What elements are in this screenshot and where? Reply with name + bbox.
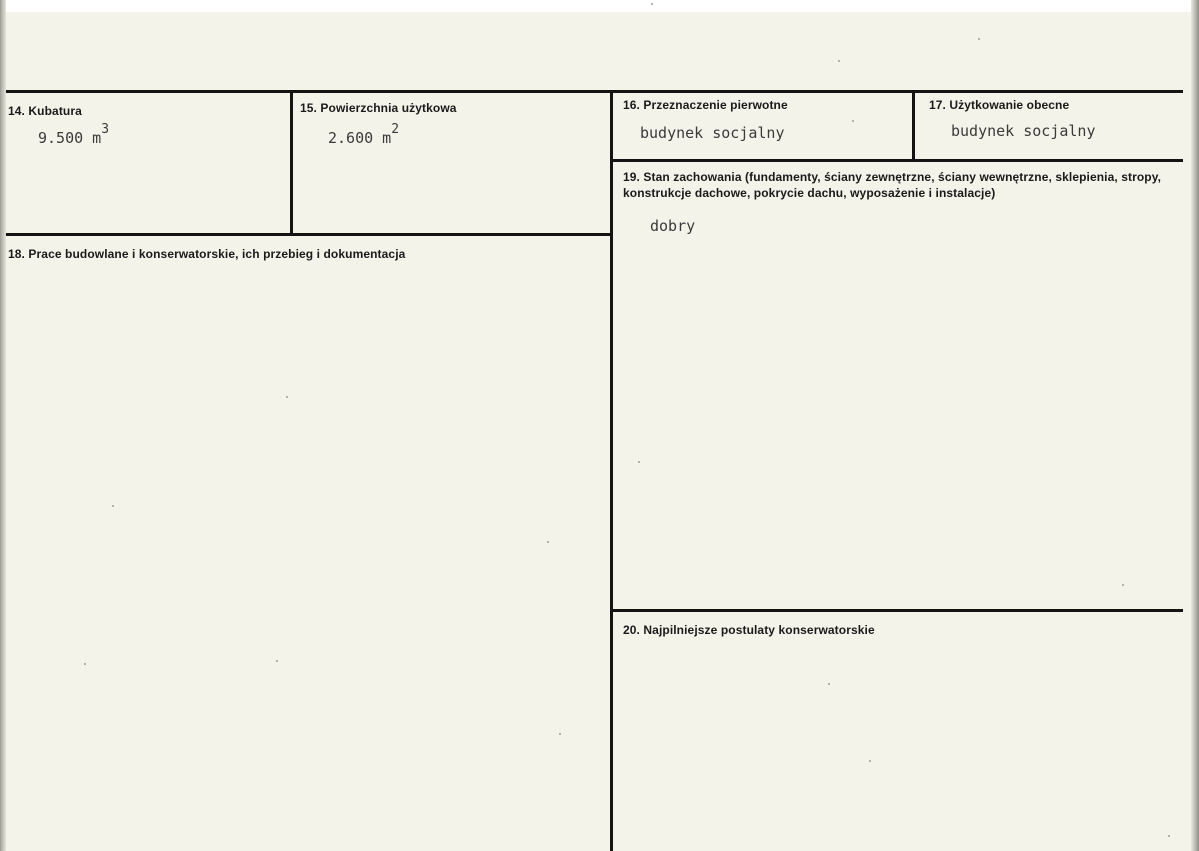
scan-speck	[651, 3, 653, 5]
scan-speck	[1122, 584, 1124, 586]
scan-speck	[838, 60, 840, 62]
rule-under-14-15	[6, 233, 612, 236]
scan-speck	[547, 541, 549, 543]
field-14-exponent: 3	[101, 122, 110, 137]
divider-16-17	[912, 91, 915, 161]
divider-14-15	[290, 91, 293, 236]
field-15-number: 2.600 m	[328, 129, 392, 147]
rule-under-16-17	[610, 159, 1183, 162]
field-16-label: 16. Przeznaczenie pierwotne	[623, 98, 788, 112]
field-14-label: 14. Kubatura	[8, 104, 82, 118]
scan-speck	[84, 663, 86, 665]
field-15-exponent: 2	[391, 122, 400, 137]
scan-speck	[112, 505, 114, 507]
scan-border-right	[1191, 0, 1199, 851]
field-14-value	[38, 122, 110, 147]
divider-left-right	[610, 91, 613, 851]
scan-speck	[978, 38, 980, 40]
scan-speck	[559, 733, 561, 735]
field-19-label: 19. Stan zachowania (fundamenty, ściany zewnętrzne, ściany wewnętrzne, sklepienia, stropy, konstrukcje dachowe, pokrycie dachu, wyposażenie i instalacje)	[623, 170, 1162, 200]
field-18-label: 18. Prace budowlane i konserwatorskie, ich przebieg i dokumentacja	[8, 247, 406, 261]
scan-speck	[286, 396, 288, 398]
top-rule	[6, 90, 1183, 93]
field-17-value: budynek socjalny	[951, 122, 1096, 140]
field-17-label: 17. Użytkowanie obecne	[929, 98, 1070, 112]
scan-speck	[852, 120, 854, 122]
scan-speck	[828, 683, 830, 685]
field-19-value: dobry	[650, 217, 696, 235]
rule-above-20	[610, 609, 1183, 612]
field-14-number: 9.500 m	[38, 129, 102, 147]
field-20-label: 20. Najpilniejsze postulaty konserwatorskie	[623, 623, 875, 637]
scan-speck	[1168, 835, 1170, 837]
scan-border-left	[0, 0, 6, 851]
scan-speck	[276, 660, 278, 662]
field-16-value: budynek socjalny	[640, 124, 785, 142]
field-15-label: 15. Powierzchnia użytkowa	[300, 101, 457, 115]
scan-speck	[869, 760, 871, 762]
scan-speck	[638, 461, 640, 463]
scan-border-top	[0, 0, 1199, 12]
field-15-value	[328, 122, 400, 147]
